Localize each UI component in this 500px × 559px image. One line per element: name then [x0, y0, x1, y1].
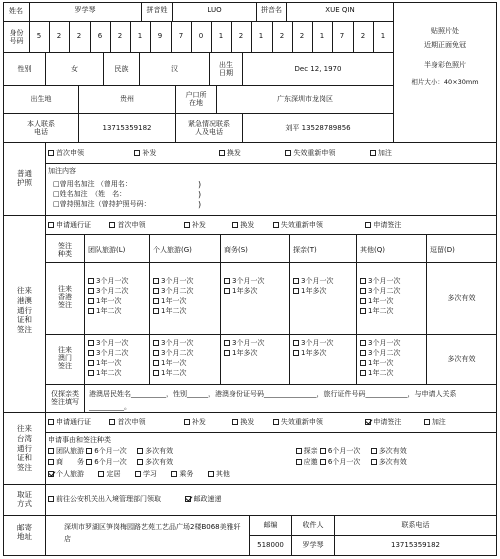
option-label: 1年一次: [96, 297, 122, 305]
id-number-label: 身份 号码: [9, 29, 24, 46]
option-label: 3个月二次: [368, 349, 401, 357]
photo-size: 相片大小：40×30mm: [411, 78, 479, 86]
option-label: 1年多次: [232, 349, 258, 357]
tw-reason-row-1: [48, 448, 407, 455]
tw-invited-multi-checkbox[interactable]: 多次有效: [371, 458, 407, 466]
former-name-note[interactable]: □曾用名加注 （曾用名：: [53, 180, 132, 188]
mail-section-label: 邮寄 地址: [17, 523, 32, 541]
tw-team-tour-checkbox[interactable]: 团队旅游: [48, 447, 84, 455]
tw-invited-6m-checkbox[interactable]: 6个月一次: [320, 458, 360, 466]
passport-endorse-checkbox[interactable]: 加注: [370, 149, 392, 157]
macau-team-option-checkbox[interactable]: [88, 340, 128, 347]
tw-family-6m-checkbox[interactable]: 6个月一次: [320, 447, 360, 455]
id-digit: 1: [319, 32, 325, 40]
passport-reissue-checkbox[interactable]: 补发: [134, 149, 156, 157]
option-label: 3个月二次: [96, 349, 129, 357]
checkbox-icon: [360, 308, 366, 314]
tw-endorse-checkbox[interactable]: 申请签注: [365, 418, 401, 426]
tw-family-multi-checkbox[interactable]: 多次有效: [371, 447, 407, 455]
option-label: 3个月一次: [368, 339, 401, 347]
checkbox-icon: [224, 278, 230, 284]
macau-business-option-checkbox[interactable]: [224, 340, 264, 347]
option-label: 1年二次: [161, 307, 187, 315]
checkbox-icon: [153, 360, 159, 366]
checkbox-icon: [88, 370, 94, 376]
macau-personal-option-checkbox[interactable]: [153, 370, 186, 377]
hk-personal-option-checkbox[interactable]: [153, 298, 186, 305]
tw-crew-checkbox[interactable]: 乘务: [171, 470, 193, 478]
tw-reason-title: 申请事由和签注种类: [48, 436, 111, 444]
macau-team-option-checkbox[interactable]: [88, 360, 121, 367]
hk-stay-value: 多次有效: [447, 294, 476, 302]
passport-section-label: 普通 护照: [17, 169, 32, 187]
checkbox-icon: [293, 340, 299, 346]
ethnicity-label: 民族: [114, 65, 129, 73]
contact-phone-label: 本人联系 电话: [27, 120, 55, 137]
option-label: 3个月一次: [368, 277, 401, 285]
hk-renew-checkbox[interactable]: 换发: [232, 221, 254, 229]
hk-macau-section-label: 往来 港澳 通行 证和 签注: [17, 286, 32, 334]
checkbox-icon: [153, 288, 159, 294]
macau-row-label: 往来 澳门 签注: [58, 346, 72, 371]
option-label: 3个月二次: [368, 287, 401, 295]
checkbox-icon: [224, 340, 230, 346]
hk-endorse-only-checkbox[interactable]: 申请签注: [365, 221, 401, 229]
id-digit: 7: [178, 32, 184, 40]
hk-business-header: 商务(S): [224, 246, 248, 254]
mail-phone-value: 13715359182: [391, 541, 440, 549]
id-digit: 2: [117, 32, 123, 40]
option-label: 1年二次: [161, 369, 187, 377]
option-label: 1年多次: [301, 287, 327, 295]
hk-team-tour-header: 团队旅游(L): [88, 246, 126, 254]
kin-info-line[interactable]: 港澳居民姓名__________，性别______，港澳身份证号码_______________，旅行证件号码____________，与申请人关系__________。: [89, 390, 457, 412]
contact-phone-value: 13715359182: [102, 124, 152, 132]
tw-team-multi-checkbox[interactable]: 多次有效: [137, 447, 173, 455]
id-digit: 5: [36, 32, 42, 40]
hukou-label: 户口所 在地: [185, 91, 207, 108]
hk-apply-permit-checkbox[interactable]: 申请通行证: [48, 221, 91, 229]
pinyin-given-value: XUE QIN: [325, 6, 355, 14]
option-label: 3个月二次: [161, 349, 194, 357]
hk-business-option-checkbox[interactable]: [224, 278, 264, 285]
macau-personal-option-checkbox[interactable]: [153, 350, 193, 357]
hk-personal-option-checkbox[interactable]: [153, 278, 193, 285]
checkbox-icon: [88, 298, 94, 304]
hk-stay-header: 逗留(D): [430, 246, 455, 254]
tw-apply-permit-checkbox[interactable]: 申请通行证: [48, 418, 91, 426]
checkbox-icon: [360, 360, 366, 366]
tw-other-checkbox[interactable]: 其他: [208, 470, 230, 478]
hk-other-option-checkbox[interactable]: [360, 288, 400, 295]
tw-business-6m-checkbox[interactable]: 6个月一次: [86, 458, 126, 466]
checkbox-icon: [88, 308, 94, 314]
passport-first-apply-checkbox[interactable]: 首次申领: [48, 149, 84, 157]
tw-options: [48, 419, 446, 426]
tw-business-multi-checkbox[interactable]: 多次有效: [137, 458, 173, 466]
hk-team-option-checkbox[interactable]: [88, 278, 128, 285]
macau-team-option-checkbox[interactable]: [88, 350, 128, 357]
recipient-value: 罗学琴: [302, 541, 324, 549]
name-note[interactable]: □姓名加注 （姓 名：: [53, 190, 127, 198]
hk-family-header: 探亲(T): [293, 246, 317, 254]
checkbox-icon: [360, 370, 366, 376]
former-name-close: ): [198, 180, 202, 189]
id-digit: 2: [279, 32, 285, 40]
hk-business-option-checkbox[interactable]: [224, 288, 257, 295]
option-label: 3个月一次: [301, 339, 334, 347]
postcode-label: 邮编: [263, 521, 278, 529]
macau-family-option-checkbox[interactable]: [293, 350, 326, 357]
option-label: 1年二次: [368, 369, 394, 377]
checkbox-icon: [293, 288, 299, 294]
id-digit: 1: [137, 32, 143, 40]
gender-label: 性别: [17, 65, 32, 73]
hk-family-option-checkbox[interactable]: [293, 288, 326, 295]
macau-other-option-checkbox[interactable]: [360, 340, 400, 347]
photo-placeholder-title: 贴照片处: [431, 27, 459, 35]
tw-invited-checkbox[interactable]: 应邀: [296, 458, 318, 466]
tw-invalid-reapply-checkbox[interactable]: 失效重新申领: [273, 418, 323, 426]
emergency-contact-label: 紧急情况联系 人及电话: [188, 120, 230, 137]
option-label: 1年一次: [368, 297, 394, 305]
option-label: 3个月二次: [161, 287, 194, 295]
tw-first-apply-checkbox[interactable]: 首次申领: [109, 418, 145, 426]
id-digit: 1: [380, 32, 386, 40]
ethnicity-value: 汉: [171, 65, 178, 73]
hk-other-option-checkbox[interactable]: [360, 298, 393, 305]
option-label: 1年二次: [368, 307, 394, 315]
option-label: 3个月一次: [301, 277, 334, 285]
checkbox-icon: [224, 288, 230, 294]
birthplace-value: 贵州: [120, 95, 134, 103]
option-label: 3个月二次: [96, 287, 129, 295]
tw-team-6m-checkbox[interactable]: 6个月一次: [86, 447, 126, 455]
id-digit: 2: [299, 32, 305, 40]
option-label: 1年二次: [96, 307, 122, 315]
hk-personal-option-checkbox[interactable]: [153, 288, 193, 295]
name-value: 罗学琴: [74, 6, 96, 14]
pickup-in-person-checkbox[interactable]: 前往公安机关出入境管理部门领取: [48, 495, 161, 503]
tw-business-checkbox[interactable]: 商 务: [48, 458, 84, 466]
birthplace-label: 出生地: [30, 95, 52, 103]
tw-personal-tour-checkbox[interactable]: 个人旅游: [48, 470, 84, 478]
name-close: ): [198, 190, 202, 199]
tw-reason-row-3: [48, 471, 230, 478]
taiwan-section-label: 往来 台湾 通行 证和 签注: [17, 424, 32, 472]
former-passport-close: ): [198, 200, 202, 209]
pickup-options: [48, 496, 221, 503]
tw-reissue-checkbox[interactable]: 补发: [184, 418, 206, 426]
hk-other-header: 其他(Q): [360, 246, 385, 254]
former-passport-note[interactable]: □曾持照加注（曾持护照号码：: [53, 200, 151, 208]
hk-team-option-checkbox[interactable]: [88, 288, 128, 295]
option-label: 1年一次: [96, 359, 122, 367]
pinyin-surname-value: LUO: [207, 6, 222, 14]
id-digit: 2: [238, 32, 244, 40]
pinyin-surname-label: 拼音姓: [146, 6, 168, 14]
hk-options: [48, 222, 401, 229]
option-label: 3个月一次: [161, 277, 194, 285]
option-label: 3个月一次: [161, 339, 194, 347]
postcode-value: 518000: [257, 541, 284, 549]
macau-stay-value: 多次有效: [447, 355, 476, 363]
macau-family-option-checkbox[interactable]: [293, 340, 333, 347]
macau-personal-option-checkbox[interactable]: [153, 340, 193, 347]
checkbox-icon: [360, 278, 366, 284]
tw-study-checkbox[interactable]: 学习: [135, 470, 157, 478]
pinyin-given-label: 拼音名: [261, 6, 282, 14]
kin-only-note: 仅探亲类 签注填写: [51, 390, 79, 407]
macau-team-option-checkbox[interactable]: [88, 370, 121, 377]
hk-team-option-checkbox[interactable]: [88, 298, 121, 305]
checkbox-icon: [360, 350, 366, 356]
id-digit: 2: [360, 32, 366, 40]
checkbox-icon: [88, 340, 94, 346]
option-label: 1年多次: [301, 349, 327, 357]
passport-options: [48, 150, 392, 157]
id-digit: 0: [198, 32, 204, 40]
checkbox-icon: [88, 278, 94, 284]
tw-settle-checkbox[interactable]: 定居: [98, 470, 120, 478]
id-digit: 7: [339, 32, 345, 40]
checkbox-icon: [360, 298, 366, 304]
id-digit: 2: [76, 32, 82, 40]
hk-team-option-checkbox[interactable]: [88, 308, 121, 315]
hk-row-label: 往来 香港 签注: [58, 285, 72, 310]
mail-phone-label: 联系电话: [401, 521, 430, 529]
checkbox-icon: [293, 350, 299, 356]
passport-invalid-reapply-checkbox[interactable]: 失效重新申领: [285, 149, 335, 157]
option-label: 1年一次: [161, 359, 187, 367]
hk-personal-tour-header: 个人旅游(G): [153, 246, 192, 254]
mail-address-value: 深圳市罗湖区笋岗梅园路艺苑工艺品广场2楼B068美雅轩店: [64, 523, 241, 543]
name-label: 姓名: [9, 7, 23, 15]
option-label: 3个月一次: [96, 277, 129, 285]
passport-renew-checkbox[interactable]: 换发: [219, 149, 241, 157]
pickup-section-label: 取证 方式: [17, 490, 32, 508]
option-label: 1年多次: [232, 287, 258, 295]
id-digit: 1: [218, 32, 224, 40]
macau-personal-option-checkbox[interactable]: [153, 360, 186, 367]
hk-invalid-reapply-checkbox[interactable]: 失效重新申领: [273, 221, 323, 229]
checkbox-icon: [153, 278, 159, 284]
hk-first-apply-checkbox[interactable]: 首次申领: [109, 221, 145, 229]
id-digit: 1: [258, 32, 264, 40]
checkbox-icon: [88, 350, 94, 356]
passport-note-title: 加注内容: [48, 167, 76, 175]
emergency-contact-value: 刘平 13528789856: [285, 124, 351, 132]
pickup-express-mail-checkbox[interactable]: 邮政速递: [185, 495, 221, 503]
checkbox-icon: [153, 298, 159, 304]
id-digit: 2: [56, 32, 62, 40]
macau-other-option-checkbox[interactable]: [360, 350, 400, 357]
tw-add-checkbox[interactable]: 加注: [424, 418, 446, 426]
id-digit: 9: [157, 32, 163, 40]
checkbox-icon: [153, 350, 159, 356]
checkbox-icon: [153, 308, 159, 314]
hk-family-option-checkbox[interactable]: [293, 278, 333, 285]
photo-instruction-1: 近期正面免冠: [424, 41, 466, 49]
macau-other-option-checkbox[interactable]: [360, 370, 393, 377]
tw-renew-checkbox[interactable]: 换发: [232, 418, 254, 426]
checkbox-icon: [293, 278, 299, 284]
checkbox-icon: [153, 340, 159, 346]
birth-date-value: Dec 12, 1970: [294, 65, 342, 73]
option-label: 1年二次: [96, 369, 122, 377]
checkbox-icon: [360, 340, 366, 346]
option-label: 1年一次: [161, 297, 187, 305]
macau-business-option-checkbox[interactable]: [224, 350, 257, 357]
checkbox-icon: [153, 370, 159, 376]
checkbox-icon: [88, 288, 94, 294]
id-digit: 6: [97, 32, 103, 40]
tw-reason-row-2: [48, 459, 407, 466]
birth-date-label: 出生 日期: [219, 61, 233, 78]
tw-family-checkbox[interactable]: 探亲: [296, 447, 318, 455]
hukou-value: 广东深圳市龙岗区: [277, 95, 333, 103]
macau-other-option-checkbox[interactable]: [360, 360, 393, 367]
gender-value: 女: [71, 65, 78, 73]
option-label: 3个月一次: [232, 277, 265, 285]
checkbox-icon: [360, 288, 366, 294]
checkbox-icon: [224, 350, 230, 356]
recipient-label: 收件人: [302, 521, 324, 529]
checkbox-icon: [88, 360, 94, 366]
photo-instruction-2: 半身彩色照片: [424, 61, 466, 69]
hk-endorse-type-header: 签注 种类: [58, 242, 72, 259]
option-label: 3个月一次: [96, 339, 129, 347]
option-label: 1年一次: [368, 359, 394, 367]
hk-reissue-checkbox[interactable]: 补发: [184, 221, 206, 229]
hk-personal-option-checkbox[interactable]: [153, 308, 186, 315]
option-label: 3个月一次: [232, 339, 265, 347]
hk-other-option-checkbox[interactable]: [360, 278, 400, 285]
hk-other-option-checkbox[interactable]: [360, 308, 393, 315]
